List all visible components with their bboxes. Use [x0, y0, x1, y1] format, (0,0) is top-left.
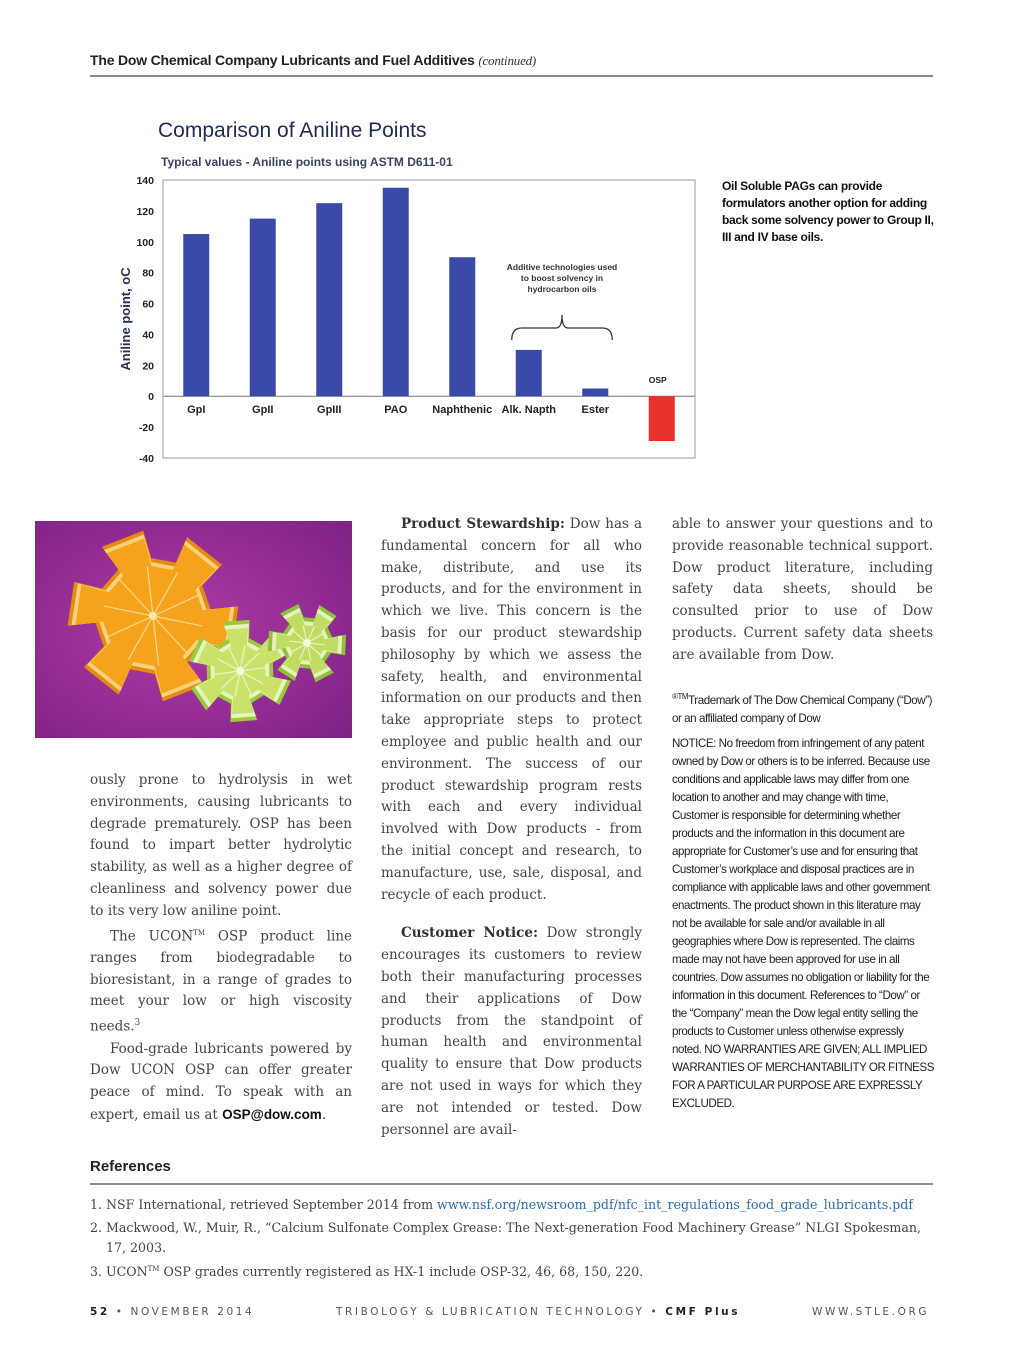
- col1-p3-text-b: .: [321, 1106, 327, 1123]
- trademark-text: Trademark of The Dow Chemical Company (“Dow”) or an affiliated company of Dow: [672, 693, 933, 725]
- sidebar-note: Oil Soluble PAGs can provide formulators another option for adding back some solvency power to Group II, III and IV base oils.: [722, 179, 934, 244]
- reference-1-link[interactable]: www.nsf.org/newsroom_pdf/nfc_int_regulations_food_grade_lubricants.pdf: [437, 1197, 914, 1212]
- bar-pao: [383, 188, 409, 397]
- ytick-label: 0: [148, 391, 154, 404]
- chart-title: Comparison of Aniline Points: [158, 119, 427, 142]
- reference-3: [90, 1260, 933, 1282]
- trademark-note: [672, 688, 934, 728]
- bar-naphthenic: [449, 257, 475, 396]
- column-1: [90, 770, 352, 1127]
- reference-1-text: 1. NSF International, retrieved September 2014 from: [90, 1197, 438, 1212]
- customer-notice-heading: Customer Notice:: [401, 925, 538, 942]
- chart-subtitle: Typical values - Aniline points using ASTM D611-01: [161, 155, 453, 169]
- email-link[interactable]: OSP@dow.com: [222, 1106, 322, 1122]
- reference-3-text-b: OSP grades currently registered as HX-1 include OSP-32, 46, 68, 150, 220.: [159, 1264, 644, 1280]
- xtick-label: GpII: [252, 404, 274, 417]
- legal-notice: NOTICE: No freedom from infringement of any patent owned by Dow or others is to be inferred. Because use conditions and applicable laws may differ from one location to another and may change with time, Customer is responsible for determining whether products and the information in this document are appropriate for Customer’s use and for ensuring that Customer’s workplace and disposal practices are in compliance with applicable laws and other government enactments. The product shown in this literature may not be available for sale and/or available in all geographies where Dow is represented. The claims made may not have been approved for use in all countries. Dow assumes no obligation or liability for the information in this document. References to “Dow” or the “Company” mean the Dow legal entity selling the products to Customer unless otherwise expressly noted. NO WARRANTIES ARE GIVEN; ALL IMPLIED WARRANTIES OF MERCHANTABILITY OR FITNESS FOR A PARTICULAR PURPOSE ARE EXPRESSLY EXCLUDED.: [672, 737, 934, 1110]
- xtick-label: OSP: [648, 375, 667, 386]
- reference-3-text-a: 3. UCON: [90, 1264, 148, 1280]
- annotation-line: hydrocarbon oils: [527, 284, 597, 294]
- references-title: References: [90, 1158, 171, 1175]
- bar-gpii: [250, 219, 276, 397]
- page-number: 52: [90, 1306, 110, 1318]
- bar-ester: [582, 389, 608, 397]
- ytick-label: 120: [136, 205, 154, 218]
- ytick-label: 100: [136, 236, 154, 249]
- aniline-chart: [110, 110, 710, 470]
- ytick-label: 40: [142, 329, 154, 342]
- col1-paragraph-3: [90, 1039, 352, 1127]
- col1-paragraph-2: [90, 923, 352, 1039]
- product-stewardship-heading: Product Stewardship:: [401, 516, 565, 532]
- citrus-gears-photo: [35, 521, 352, 738]
- issue-date: NOVEMBER 2014: [130, 1306, 255, 1318]
- cmf-plus: CMF Plus: [665, 1306, 741, 1318]
- xtick-label: PAO: [384, 404, 408, 417]
- product-stewardship-body: Dow has a fundamental concern for all who make, distribute, and use its products, and for the environment in which we live. This concern is the basis for our product stewardship philosophy by which we assess the safety, health, and environmental information on our products and then take appropriate steps to protect employee and public health and our environment. The success of our product stewardship program rests with each and every individual involved with Dow products - from the initial concept and research, to manufacture, use, sale, disposal, and recycle of each product.: [381, 516, 642, 903]
- journal-name: TRIBOLOGY & LUBRICATION TECHNOLOGY: [336, 1306, 645, 1318]
- reference-2: 2. Mackwood, W., Muir, R., “Calcium Sulfonate Complex Grease: The Next-generation Food Machinery Grease” NLGI Spokesman, 17, 2003.: [90, 1219, 921, 1255]
- reference-3-tm: TM: [147, 1265, 160, 1274]
- footer-separator-2: •: [650, 1306, 660, 1318]
- annotation-line: Additive technologies used: [506, 262, 618, 272]
- reference-1: [90, 1195, 933, 1215]
- chart-ylabel: Aniline point, oC: [118, 267, 133, 371]
- column-2: [381, 514, 642, 1141]
- chart-bars: [183, 188, 675, 441]
- footer-url: WWW.STLE.ORG: [812, 1306, 930, 1318]
- chart-plot-frame: [163, 180, 695, 458]
- col1-p2-text-b: OSP product line ranges from biodegradable to bioresistant, in a range of grades to meet your low or high viscosity needs.: [90, 928, 352, 1035]
- col3-paragraph-1: able to answer your questions and to provide reasonable technical support. Dow product literature, including safety data sheets, should be consulted prior to use of Dow products. Current safety data sheets are available from Dow.: [672, 516, 933, 663]
- header-continued: (continued): [478, 53, 537, 68]
- footer-center: [336, 1306, 740, 1318]
- ytick-label: 20: [142, 360, 154, 373]
- chart-ytick-labels: [136, 175, 154, 465]
- xtick-label: GpI: [187, 404, 206, 417]
- citrus-gears-illustration: [35, 521, 352, 738]
- header-rule: [90, 75, 933, 77]
- references-rule: [90, 1183, 933, 1185]
- xtick-label: Alk. Napth: [501, 404, 556, 417]
- chart-annotation: [507, 262, 618, 340]
- bar-alk-napth: [516, 350, 542, 396]
- annotation-bracket: [512, 315, 613, 340]
- column-3: [672, 514, 933, 667]
- chart-svg: [110, 110, 710, 470]
- trademark-symbol: ®TM: [672, 692, 689, 701]
- ytick-label: 60: [142, 298, 154, 311]
- col1-p3-text-a: Food-grade lubricants powered by Dow UCON OSP can offer greater peace of mind. To speak with an expert, email us at: [90, 1040, 352, 1123]
- ytick-label: -20: [138, 422, 154, 435]
- col1-p2-ref: 3: [134, 1018, 141, 1029]
- bar-osp: [649, 396, 675, 441]
- product-stewardship-paragraph: [381, 514, 642, 906]
- col1-p2-text-a: The UCON: [110, 928, 194, 945]
- running-header: [90, 52, 536, 69]
- col1-paragraph-1: ously prone to hydrolysis in wet environments, causing lubricants to degrade prematurely. OSP has been found to impart better hydrolytic stability, as well as a higher degree of cleanliness and solvency power due to its very low aniline point.: [90, 772, 352, 919]
- footer-separator: •: [115, 1306, 125, 1318]
- ytick-label: 140: [136, 175, 154, 187]
- xtick-label: Ester: [581, 404, 610, 417]
- footer-left: [90, 1306, 254, 1318]
- col1-p2-tm: TM: [193, 928, 206, 937]
- ytick-label: 80: [142, 267, 154, 280]
- xtick-label: Naphthenic: [432, 404, 493, 417]
- bar-gpi: [183, 234, 209, 396]
- references-list: [90, 1195, 933, 1285]
- header-title: The Dow Chemical Company Lubricants and Fuel Additives: [90, 52, 475, 68]
- annotation-line: to boost solvency in: [520, 273, 604, 283]
- xtick-label: GpIII: [317, 404, 342, 417]
- bar-gpiii: [316, 203, 342, 396]
- ytick-label: -40: [138, 453, 154, 465]
- customer-notice-body: Dow strongly encourages its customers to review both their manufacturing processes and their applications of Dow products from the standpoint of human health and environmental quality to ensure that Dow products are not used in ways for which they are not intended or tested. Dow personnel are avail-: [381, 925, 642, 1138]
- customer-notice-paragraph: [381, 923, 642, 1141]
